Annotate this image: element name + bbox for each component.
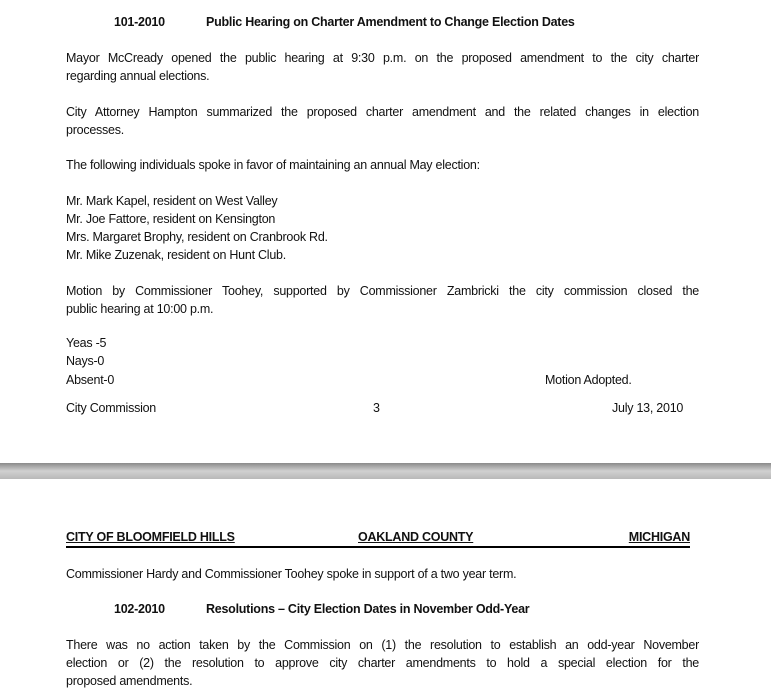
- footer-date: July 13, 2010: [612, 401, 684, 415]
- vote-nays: Nays-0: [66, 354, 105, 368]
- footer-left: City Commission: [66, 401, 157, 415]
- vote-result: Motion Adopted.: [545, 373, 632, 387]
- paragraph-line: Mayor McCready opened the public hearing at 9:30 p.m. on the proposed amendment to the city charter: [66, 51, 699, 65]
- paragraph-line: Commissioner Hardy and Commissioner Toohey spoke in support of a two year term.: [66, 567, 517, 581]
- paragraph-line: election or (2) the resolution to approve city charter amendments to hold a special election for the: [66, 656, 699, 670]
- page-header: [66, 528, 690, 548]
- header-county: OAKLAND COUNTY: [358, 530, 474, 544]
- speaker-item: Mr. Joe Fattore, resident on Kensington: [66, 212, 276, 226]
- paragraph-line: processes.: [66, 123, 124, 137]
- paragraph-line: There was no action taken by the Commission on (1) the resolution to establish an odd-year November: [66, 638, 699, 652]
- paragraph-line: regarding annual elections.: [66, 69, 210, 83]
- page-separator: [0, 463, 771, 479]
- speaker-item: Mrs. Margaret Brophy, resident on Cranbrook Rd.: [66, 230, 328, 244]
- item-number: 101-2010: [114, 15, 165, 29]
- paragraph-line: The following individuals spoke in favor of maintaining an annual May election:: [66, 158, 480, 172]
- header-state: MICHIGAN: [628, 530, 690, 544]
- paragraph-line: public hearing at 10:00 p.m.: [66, 302, 214, 316]
- paragraph-line: Motion by Commissioner Toohey, supported by Commissioner Zambricki the city commission closed the: [66, 284, 699, 298]
- paragraph-line: proposed amendments.: [66, 674, 193, 688]
- item-number: 102-2010: [114, 602, 165, 616]
- footer-page-number: 3: [373, 401, 380, 415]
- item-title: Resolutions – City Election Dates in November Odd-Year: [206, 602, 530, 616]
- item-title: Public Hearing on Charter Amendment to Change Election Dates: [206, 15, 575, 29]
- vote-yeas: Yeas -5: [66, 336, 107, 350]
- vote-absent: Absent-0: [66, 373, 115, 387]
- header-city: CITY OF BLOOMFIELD HILLS: [66, 530, 235, 544]
- speaker-item: Mr. Mike Zuzenak, resident on Hunt Club.: [66, 248, 286, 262]
- speaker-item: Mr. Mark Kapel, resident on West Valley: [66, 194, 278, 208]
- paragraph-line: City Attorney Hampton summarized the proposed charter amendment and the related changes in election: [66, 105, 699, 119]
